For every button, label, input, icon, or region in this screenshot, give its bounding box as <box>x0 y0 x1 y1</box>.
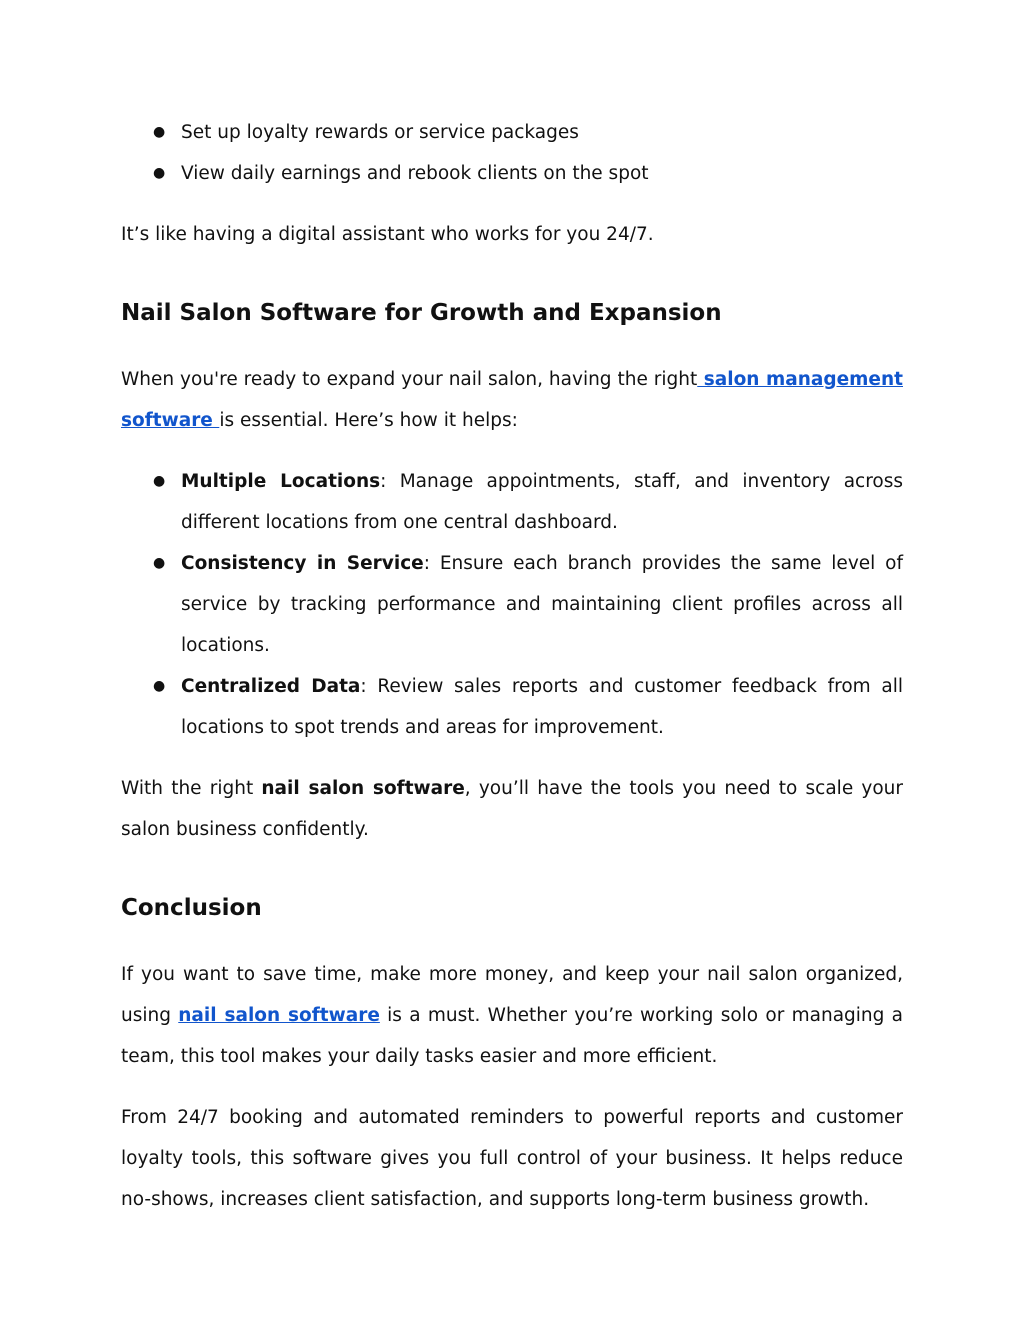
bullet-icon: ● <box>153 678 166 694</box>
closing-text-end: , you’ll have the tools you need to scale your salon business confidently. <box>121 778 903 840</box>
growth-intro-text-end: is essential. Here’s how it helps: <box>219 410 518 431</box>
list-item <box>121 461 903 543</box>
growth-closing-paragraph <box>121 768 903 850</box>
conclusion-paragraph-1 <box>121 954 903 1077</box>
bullet-icon: ● <box>153 473 166 489</box>
conclusion-text: If you want to save time, make more money, and keep your nail salon organized, using <box>121 964 903 1026</box>
list-item-text: : Review sales reports and customer feedback from all locations to spot trends and areas for improvement. <box>181 676 903 738</box>
intro-tail-paragraph: It’s like having a digital assistant who works for you 24/7. <box>121 224 654 245</box>
document-page <box>121 112 903 1220</box>
section-heading-growth: Nail Salon Software for Growth and Expansion <box>121 300 722 326</box>
list-item-text: : Ensure each branch provides the same level of service by tracking performance and maintaining client profiles across all locations. <box>181 553 904 656</box>
list-item-text: Set up loyalty rewards or service packages <box>181 122 579 143</box>
conclusion-paragraph-2: From 24/7 booking and automated reminders to powerful reports and customer loyalty tools, this software gives you full control of your business. It helps reduce no-shows, increases client satisfaction, and supports long-term business growth. <box>121 1107 903 1210</box>
closing-text: With the right <box>121 778 262 799</box>
bullet-icon: ● <box>153 124 166 140</box>
bullet-icon: ● <box>153 555 166 571</box>
nail-salon-software-link[interactable]: nail salon software <box>178 1005 380 1026</box>
bullet-icon: ● <box>153 165 166 181</box>
top-bullet-list <box>121 112 903 194</box>
salon-management-software-link[interactable]: salon management software <box>121 369 903 431</box>
list-item-title: Multiple Locations <box>181 471 381 492</box>
list-item-title: Consistency in Service <box>181 553 424 574</box>
growth-bullet-list <box>121 461 903 748</box>
section-heading-conclusion: Conclusion <box>121 895 262 921</box>
list-item-text: View daily earnings and rebook clients on the spot <box>181 163 649 184</box>
list-item-text: : Manage appointments, staff, and inventory across different locations from one central dashboard. <box>181 471 903 533</box>
list-item <box>121 666 903 748</box>
list-item <box>121 112 903 153</box>
growth-intro-text: When you're ready to expand your nail salon, having the right <box>121 369 698 390</box>
conclusion-text-end: is a must. Whether you’re working solo or managing a team, this tool makes your daily tasks easier and more efficient. <box>121 1005 903 1067</box>
list-item <box>121 153 903 194</box>
growth-intro-paragraph <box>121 359 903 441</box>
list-item <box>121 543 903 666</box>
closing-bold-text: nail salon software <box>261 778 465 799</box>
list-item-title: Centralized Data <box>181 676 361 697</box>
